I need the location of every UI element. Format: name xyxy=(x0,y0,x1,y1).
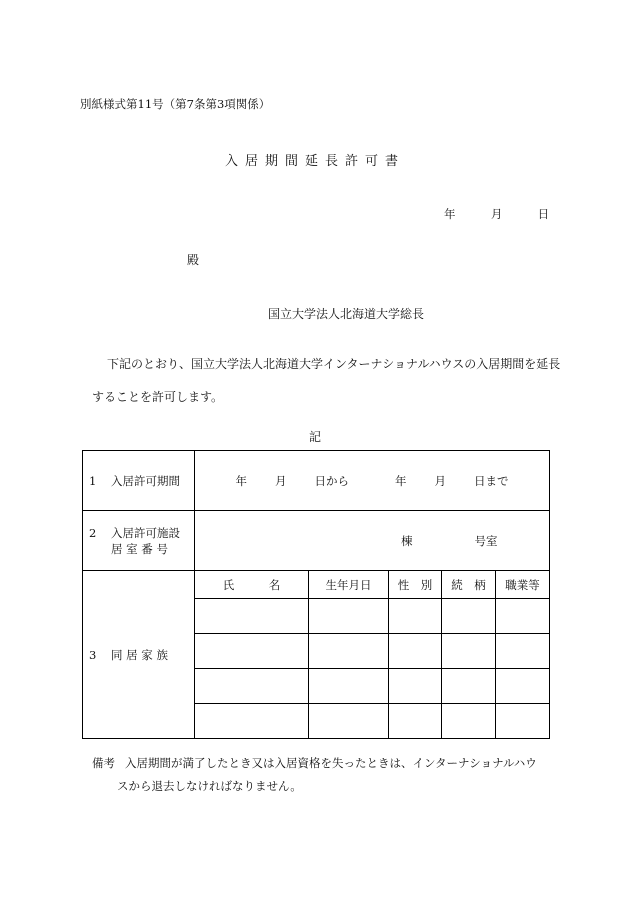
family-name-cell xyxy=(195,599,309,634)
body-text-line1: 下記のとおり、国立大学法人北海道大学インターナショナルハウスの入居期間を延長 xyxy=(107,357,561,371)
family-relation-cell xyxy=(442,634,496,669)
family-sex-cell xyxy=(389,669,442,704)
col-header-birthdate: 生年月日 xyxy=(309,571,389,599)
ki-heading: 記 xyxy=(308,430,321,444)
family-label-cell xyxy=(83,571,195,739)
family-occupation-cell xyxy=(496,669,550,704)
document-title: 入居期間延長許可書 xyxy=(224,154,405,169)
row-permit-period xyxy=(83,451,550,511)
family-relation-cell xyxy=(442,704,496,739)
room-number-label: 居 室 番 号 xyxy=(111,541,168,556)
row-number: 2 xyxy=(89,525,97,540)
family-birthdate-cell xyxy=(309,634,389,669)
body-text-line2: することを許可します。 xyxy=(92,390,224,404)
permit-period-value-cell xyxy=(195,451,550,511)
row-number: 1 xyxy=(89,473,97,488)
family-occupation-cell xyxy=(496,599,550,634)
family-birthdate-cell xyxy=(309,704,389,739)
building-label: 棟 xyxy=(401,533,413,548)
permit-period-label: 入居許可期間 xyxy=(111,473,180,488)
from-month-label: 月 xyxy=(275,473,287,488)
to-day-label: 日まで xyxy=(474,473,509,488)
issuer-name: 国立大学法人北海道大学総長 xyxy=(268,307,425,321)
family-occupation-cell xyxy=(496,634,550,669)
date-day-label: 日 xyxy=(537,207,550,221)
family-name-cell xyxy=(195,704,309,739)
col-header-occupation: 職業等 xyxy=(496,571,550,599)
permit-period-label-cell xyxy=(83,451,195,511)
form-number: 別紙様式第11号（第7条第3項関係） xyxy=(80,97,271,111)
col-header-name: 氏 名 xyxy=(195,571,309,599)
family-header-row xyxy=(83,571,550,599)
family-birthdate-cell xyxy=(309,599,389,634)
family-sex-cell xyxy=(389,634,442,669)
family-name-cell xyxy=(195,669,309,704)
from-day-label: 日から xyxy=(314,473,349,488)
from-year-label: 年 xyxy=(235,473,247,488)
col-header-sex: 性 別 xyxy=(389,571,442,599)
note-line1 xyxy=(92,755,537,771)
row-number: 3 xyxy=(89,647,97,662)
facility-room-value-cell xyxy=(195,511,550,571)
date-year-label: 年 xyxy=(444,207,456,221)
addressee-suffix: 殿 xyxy=(187,253,200,267)
facility-room-label-cell xyxy=(83,511,195,571)
to-month-label: 月 xyxy=(434,473,446,488)
family-sex-cell xyxy=(389,599,442,634)
family-label: 同 居 家 族 xyxy=(111,647,168,662)
family-sex-cell xyxy=(389,704,442,739)
note-text-line1: 入居期間が満了したとき又は入居資格を失ったときは、インターナショナルハウ xyxy=(125,756,537,770)
room-label: 号室 xyxy=(474,533,498,548)
family-relation-cell xyxy=(442,599,496,634)
family-name-cell xyxy=(195,634,309,669)
to-year-label: 年 xyxy=(395,473,407,488)
facility-label: 入居許可施設 xyxy=(111,525,180,540)
family-occupation-cell xyxy=(496,704,550,739)
note-text-line2: スから退去しなければなりません。 xyxy=(117,779,302,793)
note-label: 備考 xyxy=(92,756,115,770)
family-relation-cell xyxy=(442,669,496,704)
date-month-label: 月 xyxy=(490,207,503,221)
col-header-relation: 続 柄 xyxy=(442,571,496,599)
family-birthdate-cell xyxy=(309,669,389,704)
row-facility-room xyxy=(83,511,550,571)
permit-details-table xyxy=(82,450,550,739)
issue-date xyxy=(444,206,549,222)
